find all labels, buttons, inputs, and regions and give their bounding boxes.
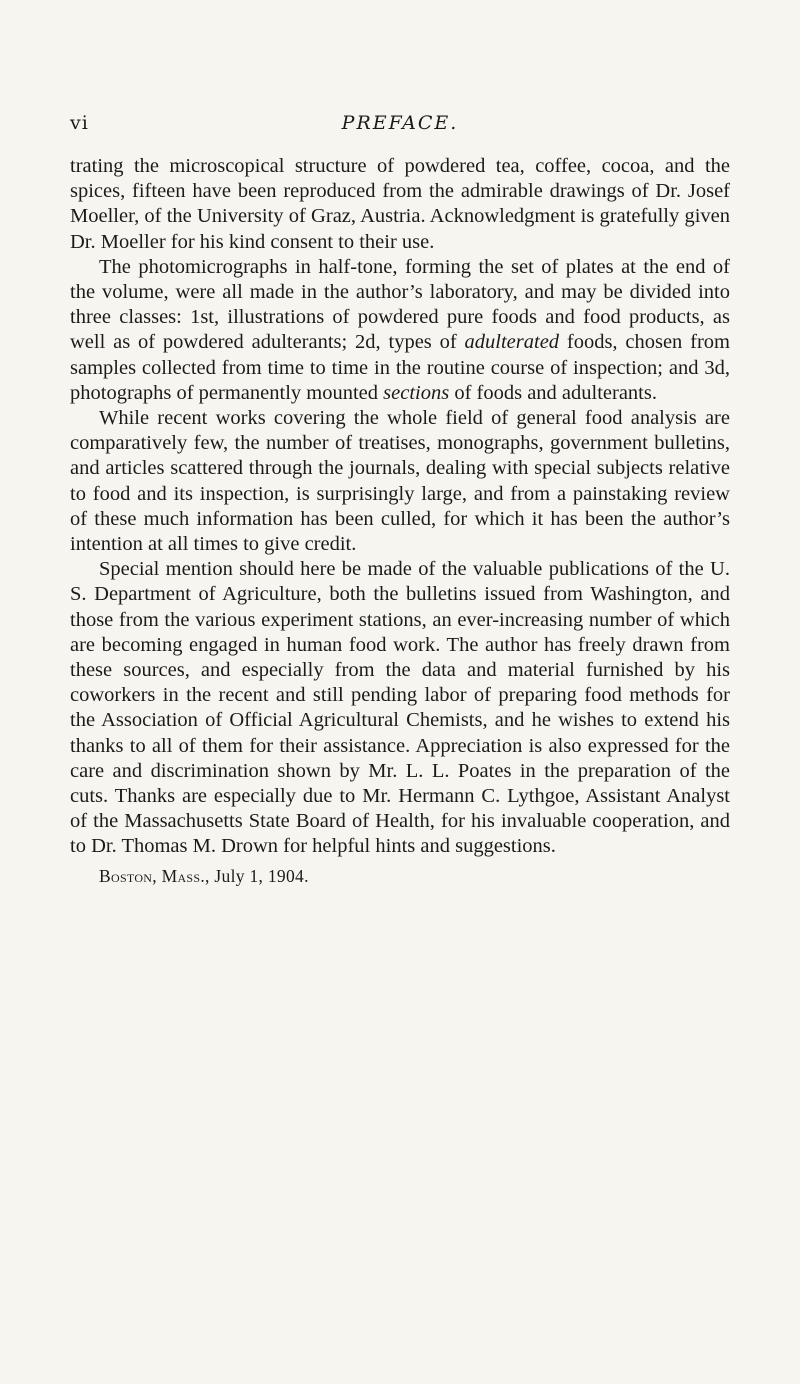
signoff [99,864,730,889]
paragraph-photomicrographs [70,255,730,406]
page-number: vi [70,112,89,134]
signoff-place: Boston, Mass., [99,865,210,886]
emphasis-sections: sections [383,381,450,404]
running-head: PREFACE. [341,112,459,134]
page-header [70,112,730,136]
text-run: The photomicrographs in half-tone, forming the set of plates at the end of the volume, were all made in the author’s laboratory, and may be divided into three classes: 1st, illustrations of powdered pure foods and food products, as well as of powdered adulterants; 2d, types of [70,255,730,354]
preface-body [70,154,730,889]
paragraph-continued: trating the microscopical structure of powdered tea, coffee, cocoa, and the spices, fifteen have been reproduced from the admirable drawings of Dr. Josef Moeller, of the University of Graz, Austria. Acknowledgment is gratefully given Dr. Moeller for his kind consent to their use. [70,155,730,253]
signoff-date: July 1, 1904. [214,865,309,886]
text-run: of foods and adulterants. [449,381,657,404]
emphasis-adulterated: adulterated [464,331,560,354]
paragraph-recent-works: While recent works covering the whole field of general food analysis are comparatively few, the number of treatises, monographs, government bulletins, and articles scattered through the journals, dealing with special subjects relative to food and its inspection, is surprisingly large, and from a painstaking review of these much information has been culled, for which it has been the author’s intention at all times to give credit. [70,407,730,556]
text-run: foods, chosen from samples collected from time to time in the routine course of inspection; and 3d, photographs of permanently mounted [70,331,730,404]
paragraph-acknowledgments: Special mention should here be made of the valuable publications of the U. S. Department of Agriculture, both the bulletins issued from Washington, and those from the various experiment stations, an ever-increasing number of which are becoming engaged in human food work. The author has freely drawn from these sources, and especially from the data and material furnished by his coworkers in the recent and still pending labor of preparing food methods for the Association of Official Agricultural Chemists, and he wishes to extend his thanks to all of them for their assistance. Appreciation is also expressed for the care and discrimination shown by Mr. L. L. Poates in the preparation of the cuts. Thanks are especially due to Mr. Hermann C. Lythgoe, Assistant Analyst of the Massachusetts State Board of Health, for his invaluable cooperation, and to Dr. Thomas M. Drown for helpful hints and suggestions. [70,558,730,858]
